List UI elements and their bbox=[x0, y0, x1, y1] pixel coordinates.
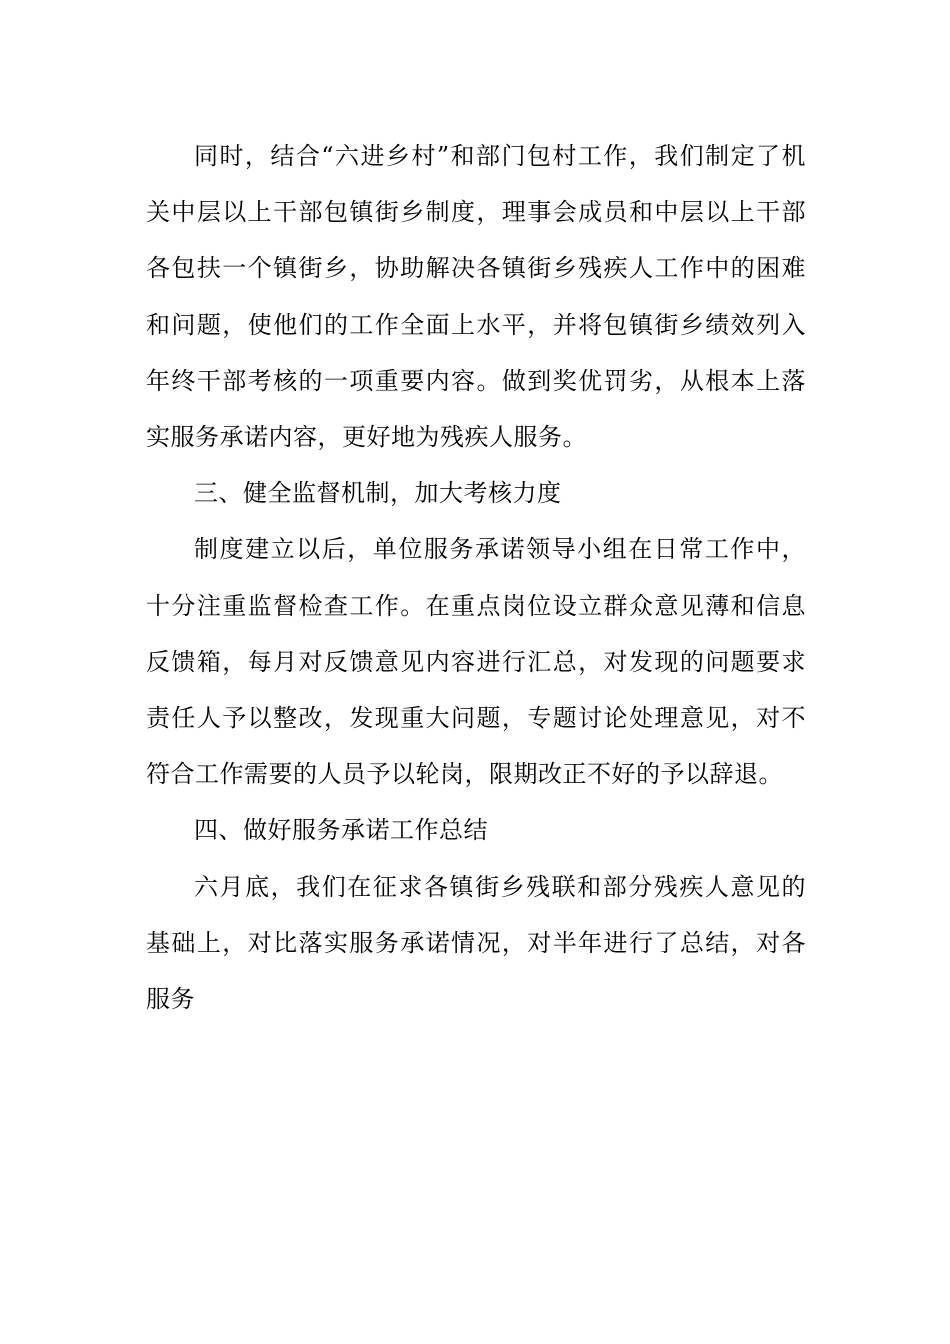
paragraph-summary-details: 六月底，我们在征求各镇街乡残联和部分残疾人意见的基础上，对比落实服务承诺情况，对半年进行了总结，对各服务 bbox=[146, 872, 806, 1014]
paragraph-party-cadre-responsibility: 同时，结合“六进乡村”和部门包村工作，我们制定了机关中层以上干部包镇街乡制度，理事会成员和中层以上干部各包扶一个镇街乡，协助解决各镇街乡残疾人工作中的困难和问题，使他们的工作全面上水平，并将包镇街乡绩效列入年终干部考核的一项重要内容。做到奖优罚劣，从根本上落实服务承诺内容，更好地为残疾人服务。 bbox=[146, 142, 806, 452]
paragraph-supervision-details: 制度建立以后，单位服务承诺领导小组在日常工作中，十分注重监督检查工作。在重点岗位设立群众意见薄和信息反馈箱，每月对反馈意见内容进行汇总，对发现的问题要求责任人予以整改，发现重大问题，专题讨论处理意见，对不符合工作需要的人员予以轮岗，限期改正不好的予以辞退。 bbox=[146, 535, 806, 789]
section-heading-summary: 四、做好服务承诺工作总结 bbox=[194, 816, 488, 845]
document-body bbox=[146, 128, 806, 1027]
section-heading-supervision: 三、健全监督机制，加大考核力度 bbox=[194, 479, 562, 508]
